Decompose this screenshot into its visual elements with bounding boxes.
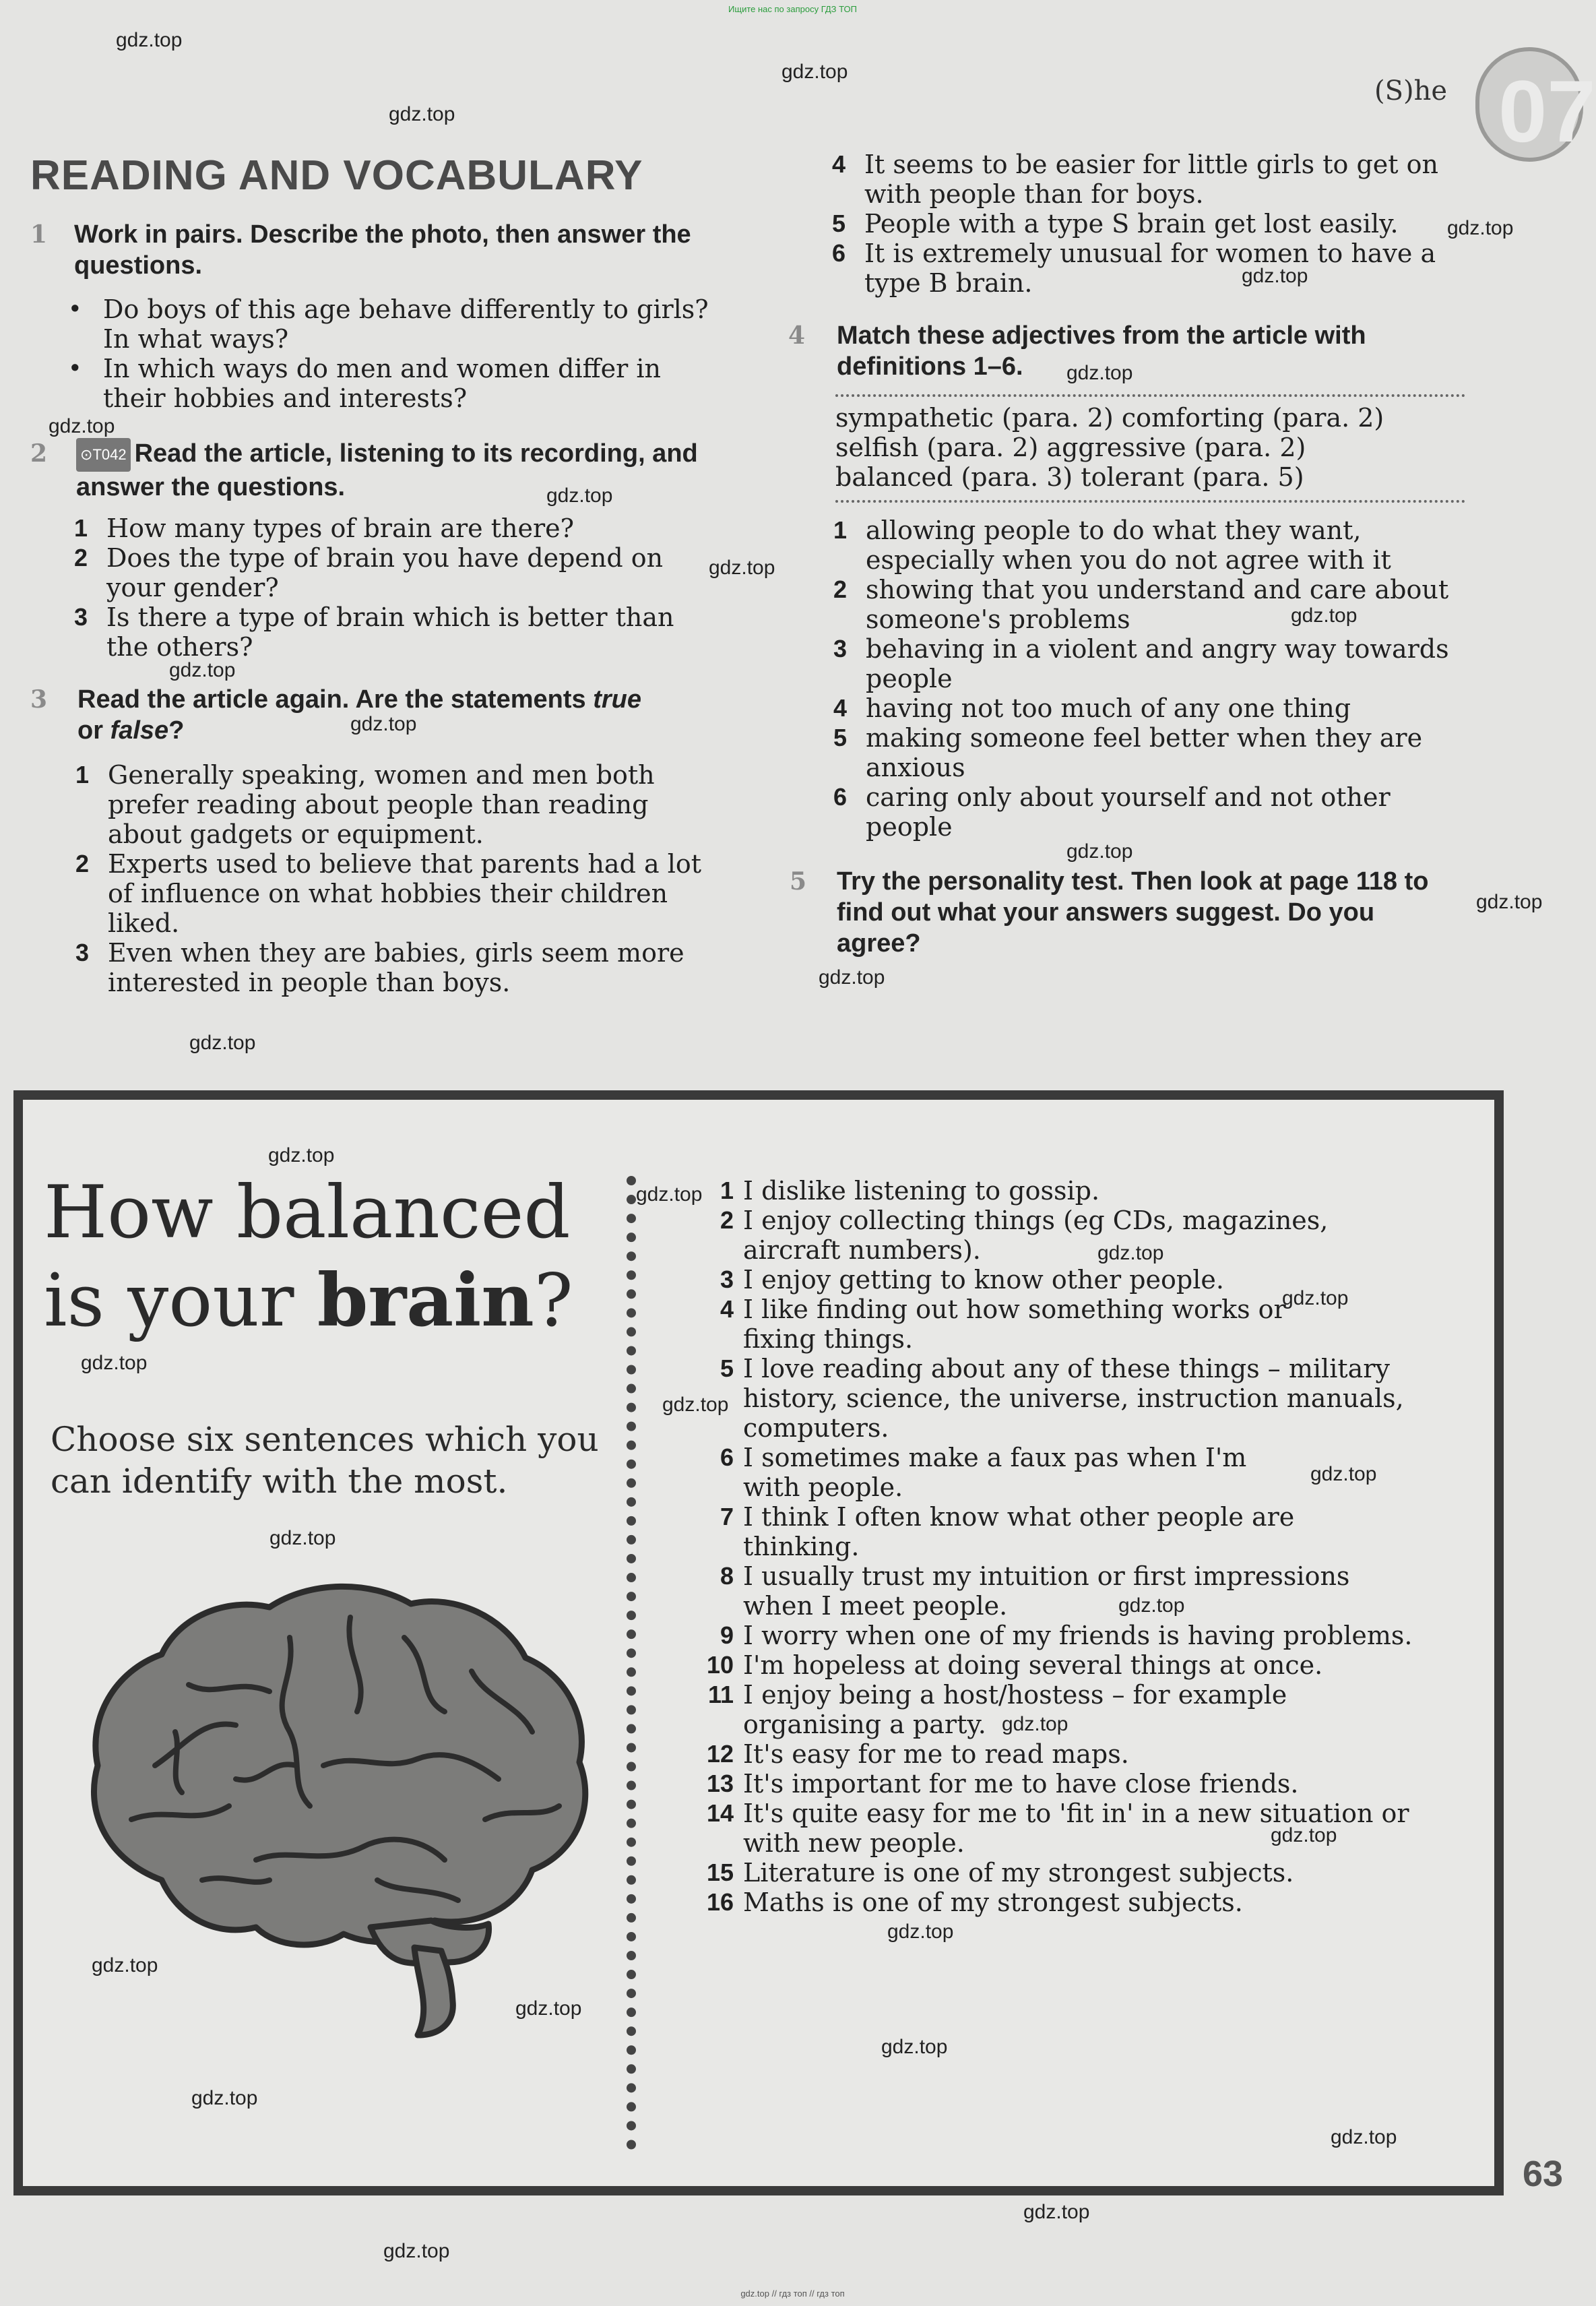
watermark: gdz.top [1097, 1242, 1164, 1264]
watermark: gdz.top [1331, 2126, 1397, 2148]
adjective-box [835, 403, 1482, 492]
watermark: gdz.top [189, 1032, 256, 1054]
watermark: gdz.top [887, 1921, 954, 1943]
watermark: gdz.top [881, 2036, 948, 2058]
watermark: gdz.top [1023, 2201, 1090, 2223]
adjective-line: balanced (para. 3) tolerant (para. 5) [835, 462, 1304, 492]
watermark: gdz.top [383, 2240, 450, 2262]
watermark: gdz.top [662, 1394, 729, 1416]
task-number: 3 [30, 685, 48, 714]
task-instruction: Try the personality test. Then look at page 118 to find out what your answers suggest. Do you agree? [837, 867, 1429, 958]
watermark: gdz.top [1310, 1463, 1377, 1485]
section-heading: READING AND VOCABULARY [30, 152, 643, 199]
task-instruction: Match these adjectives from the article with definitions 1–6. [837, 321, 1366, 381]
task-number: 1 [30, 220, 48, 249]
watermark: gdz.top [169, 659, 236, 681]
watermark: gdz.top [546, 485, 613, 507]
watermark: gdz.top [191, 2087, 258, 2109]
task-number: 4 [788, 321, 806, 350]
watermark: gdz.top [636, 1183, 703, 1206]
watermark: gdz.top [1476, 891, 1543, 913]
task-number: 5 [790, 867, 807, 896]
task-number: 2 [30, 439, 48, 468]
watermark: gdz.top [49, 415, 115, 437]
watermark: gdz.top [1242, 265, 1308, 287]
unit-number-badge [1475, 47, 1596, 162]
watermark: gdz.top [1066, 840, 1133, 863]
watermark: gdz.top [1447, 217, 1514, 239]
divider [835, 394, 1465, 397]
site-note-bottom: gdz.top // гдз топ // гдз топ [740, 2288, 845, 2299]
watermark: gdz.top [1002, 1713, 1068, 1735]
audio-track-icon[interactable]: ⊙T042 [76, 438, 131, 472]
quiz-title: How balanced is your brain? [44, 1171, 573, 1343]
watermark: gdz.top [92, 1954, 158, 1976]
watermark: gdz.top [1291, 604, 1358, 627]
quiz-divider [627, 1176, 636, 2150]
task-instruction: Work in pairs. Describe the photo, then answer the questions. [74, 220, 691, 280]
watermark: gdz.top [819, 966, 885, 989]
bullet-icon: • [71, 353, 79, 381]
watermark: gdz.top [781, 61, 848, 83]
divider [835, 500, 1465, 503]
task-instruction: Read the article again. Are the statements true or false? [77, 685, 641, 745]
watermark: gdz.top [515, 1997, 582, 2020]
adjective-line: selfish (para. 2) aggressive (para. 2) [835, 433, 1306, 462]
watermark: gdz.top [1118, 1594, 1185, 1617]
watermark: gdz.top [268, 1144, 335, 1166]
watermark: gdz.top [81, 1352, 148, 1374]
bullet-icon: • [71, 294, 79, 321]
task-instruction: Read the article, listening to its recording, and answer the questions. [76, 439, 698, 501]
watermark: gdz.top [1282, 1287, 1349, 1309]
unit-label: (S)he [1374, 75, 1448, 106]
page-number: 63 [1523, 2154, 1564, 2194]
site-note-top: Ищите нас по запросу ГДЗ ТОП [728, 4, 857, 14]
watermark: gdz.top [709, 557, 775, 579]
watermark: gdz.top [1271, 1824, 1337, 1846]
watermark: gdz.top [389, 103, 455, 125]
watermark: gdz.top [116, 29, 183, 51]
watermark: gdz.top [1066, 362, 1133, 384]
watermark: gdz.top [269, 1527, 336, 1549]
adjective-line: sympathetic (para. 2) comforting (para. 2) [835, 403, 1384, 433]
watermark: gdz.top [350, 713, 417, 735]
unit-number: 07 [1498, 62, 1596, 160]
quiz-subtitle: Choose six sentences which you can identify with the most. [51, 1420, 599, 1501]
